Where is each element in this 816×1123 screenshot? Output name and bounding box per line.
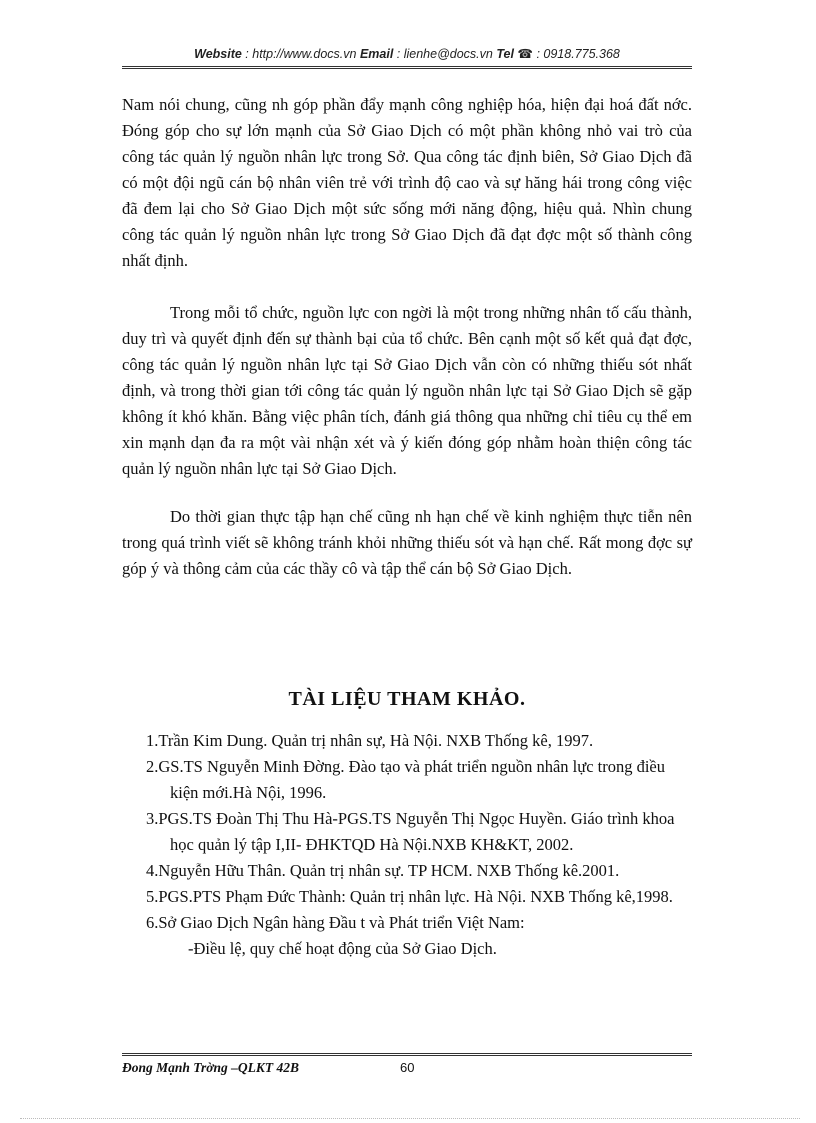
page-header	[122, 46, 692, 61]
footer-divider	[122, 1053, 692, 1056]
website-value: : http://www.docs.vn	[241, 47, 360, 61]
page-footer	[122, 1060, 692, 1076]
reference-subitem: -Điều lệ, quy chế hoạt động của Sở Giao Dịch.	[188, 939, 497, 958]
references-title: TÀI LIỆU THAM KHẢO.	[288, 688, 526, 710]
reference-item: 6.Sở Giao Dịch Ngân hàng Đầu t và Phát triển Việt Nam:	[146, 913, 525, 932]
page-edge-dots	[20, 1118, 800, 1119]
references-list	[146, 728, 681, 962]
email-value: : lienhe@docs.vn	[393, 47, 497, 61]
reference-item: 5.PGS.PTS Phạm Đức Thành: Quản trị nhân lực. Hà Nội. NXB Thống kê,1998.	[146, 887, 673, 906]
page-number: 60	[400, 1060, 415, 1075]
footer-author: Đong Mạnh Trờng –QLKT 42B	[122, 1060, 300, 1075]
email-label: Email	[359, 47, 394, 61]
reference-item: 1.Trần Kim Dung. Quản trị nhân sự, Hà Nội. NXB Thống kê, 1997.	[146, 731, 594, 750]
tel-label: Tel	[496, 47, 514, 61]
tel-value: ☎ : 0918.775.368	[513, 47, 620, 61]
header-divider	[122, 66, 692, 69]
reference-item: 3.PGS.TS Đoàn Thị Thu Hà-PGS.TS Nguyễn Thị Ngọc Huyền. Giáo trình khoa học quản lý tập I,II- ĐHKTQD Hà Nội.NXB KH&KT, 2002.	[146, 809, 675, 854]
reference-item: 4.Nguyễn Hữu Thân. Quản trị nhân sự. TP HCM. NXB Thống kê.2001.	[146, 861, 620, 880]
paragraph-2: Trong mỗi tổ chức, nguồn lực con ngời là một trong những nhân tố cấu thành, duy trì và quyết định đến sự thành bại của tổ chức. Bên cạnh một số kết quả đạt đợc, công tác quản lý nguồn nhân lực tại Sở Giao Dịch vẫn còn có những thiếu sót nhất định, và trong thời gian tới công tác quản lý nguồn nhân lực tại Sở Giao Dịch sẽ gặp không ít khó khăn. Bằng việc phân tích, đánh giá thông qua những chỉ tiêu cụ thể em xin mạnh dạn đa ra một vài nhận xét và ý kiến đóng góp nhằm hoàn thiện công tác quản lý nguồn nhân lực tại Sở Giao Dịch.	[122, 303, 692, 478]
paragraph-1: Nam nói chung, cũng nh góp phần đẩy mạnh công nghiệp hóa, hiện đại hoá đất nớc. Đóng góp cho sự lớn mạnh của Sở Giao Dịch có một phần không nhỏ vai trò của công tác quản lý nguồn nhân lực trong Sở. Qua công tác định biên, Sở Giao Dịch đã có một đội ngũ cán bộ nhân viên trẻ với trình độ cao và sự hăng hái trong công việc đã đem lại cho Sở Giao Dịch một sức sống mới năng động, hiệu quả. Nhìn chung công tác quản lý nguồn nhân lực trong Sở Giao Dịch đã đạt đợc một số thành công nhất định.	[122, 95, 692, 270]
website-label: Website	[194, 47, 242, 61]
reference-item: 2.GS.TS Nguyễn Minh Đờng. Đào tạo và phát triển nguồn nhân lực trong điều kiện mới.Hà Nội, 1996.	[146, 757, 666, 802]
paragraph-3: Do thời gian thực tập hạn chế cũng nh hạn chế về kinh nghiệm thực tiễn nên trong quá trình viết sẽ không tránh khỏi những thiếu sót và hạn chế. Rất mong đợc sự góp ý và thông cảm của các thầy cô và tập thể cán bộ Sở Giao Dịch.	[122, 507, 692, 578]
